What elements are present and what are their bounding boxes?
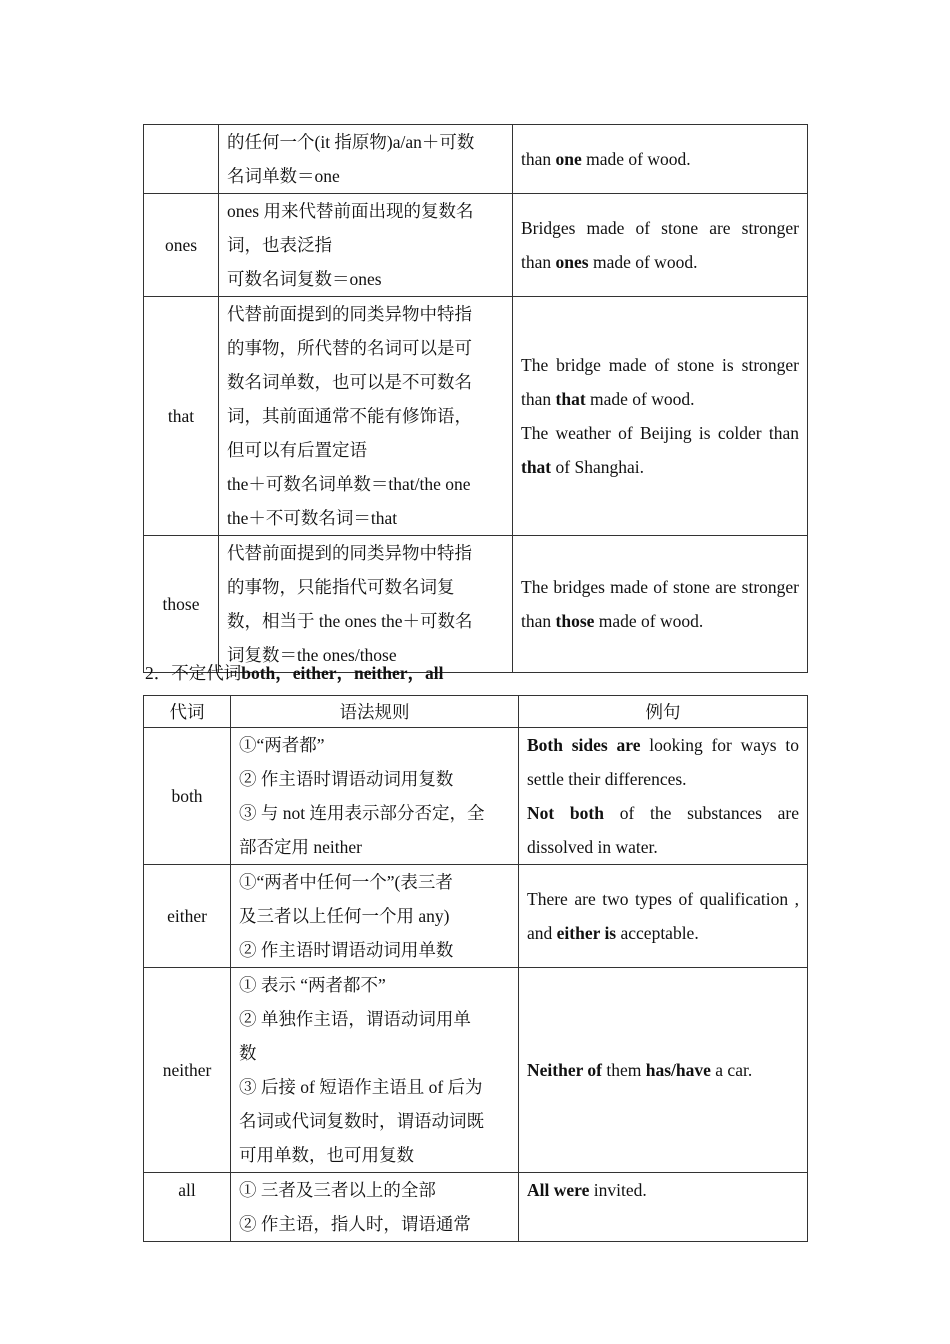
pronoun-cell: all [144, 1173, 231, 1242]
rule-line: 但可以有后置定语 [227, 440, 367, 460]
example-cell [513, 194, 808, 297]
pronoun-cell: both [144, 728, 231, 865]
example-text: made of wood. [588, 252, 698, 272]
example-text: The bridges made of stone are stronger than [521, 577, 799, 631]
rule-cell [219, 194, 513, 297]
pronoun-cell: those [144, 536, 219, 673]
rule-line: 词复数＝the ones/those [227, 645, 397, 665]
example-keyword: Both sides are [527, 735, 641, 755]
rule-line: ② 作主语，指人时，谓语通常 [239, 1214, 471, 1234]
rule-line: ② 单独作主语，谓语动词用单 [239, 1009, 471, 1029]
example-keyword: that [521, 457, 552, 477]
rule-line: ① 三者及三者以上的全部 [239, 1180, 436, 1200]
example-sentence [527, 728, 799, 796]
rule-line: 词，其前面通常不能有修饰语， [227, 406, 472, 426]
example-keyword: Neither of [527, 1060, 602, 1080]
rule-cell [231, 865, 519, 968]
example-sentence [527, 1173, 799, 1207]
example-text: Bridges made of stone are stronger than [521, 218, 799, 272]
rule-line: 代替前面提到的同类异物中特指 [227, 304, 472, 324]
example-text: a car. [710, 1060, 753, 1080]
rule-line: ones 用来代替前面出现的复数名 [227, 201, 474, 221]
example-text: looking for ways to settle their differences. [527, 735, 799, 789]
table-row [144, 125, 808, 194]
table-row [144, 194, 808, 297]
section-title-en: both，either，neither，all [241, 663, 444, 683]
example-keyword: Not both [527, 803, 604, 823]
rule-line: 的事物，所代替的名词可以是可 [227, 338, 472, 358]
rule-cell [231, 1173, 519, 1242]
header-rule: 语法规则 [231, 696, 519, 728]
rule-line: 名词或代词复数时，谓语动词既 [239, 1111, 484, 1131]
example-sentence [521, 142, 799, 176]
example-keyword: ones [555, 252, 589, 272]
section-heading [145, 659, 443, 687]
rule-line: 的事物，只能指代可数名词复 [227, 577, 455, 597]
rule-line: 名词单数＝one [227, 166, 340, 186]
example-text: them [602, 1060, 646, 1080]
example-text: than [521, 149, 556, 169]
header-example: 例句 [519, 696, 808, 728]
header-pronoun: 代词 [144, 696, 231, 728]
example-cell [513, 125, 808, 194]
example-keyword: has/have [645, 1060, 711, 1080]
rule-line: 的任何一个(it 指原物)a/an＋可数 [227, 132, 475, 152]
rule-line: 可用单数，也可用复数 [239, 1145, 414, 1165]
table-row [144, 968, 808, 1173]
header-row [144, 696, 808, 728]
rule-line: the＋不可数名词＝that [227, 508, 398, 528]
example-text: There are two types of qualification , and [527, 889, 799, 943]
rule-line: ① 表示 “两者都不” [239, 975, 386, 995]
example-keyword: those [555, 611, 595, 631]
rule-line: 代替前面提到的同类异物中特指 [227, 543, 472, 563]
rule-line: 部否定用 neither [239, 837, 362, 857]
rule-line: ③ 后接 of 短语作主语且 of 后为 [239, 1077, 483, 1097]
rule-line: ①“两者都” [239, 735, 325, 755]
example-cell [519, 865, 808, 968]
example-cell [519, 728, 808, 865]
rule-line: 数名词单数，也可以是不可数名 [227, 372, 472, 392]
example-text: made of wood. [594, 611, 704, 631]
pronoun-table-2 [143, 695, 808, 1242]
table-row [144, 536, 808, 673]
rule-line: 数 [239, 1043, 257, 1063]
example-text: The bridge made of stone is stronger than [521, 355, 799, 409]
example-keyword: either is [556, 923, 617, 943]
pronoun-cell: neither [144, 968, 231, 1173]
rule-line: the＋可数名词单数＝that/the one [227, 474, 471, 494]
example-cell [513, 536, 808, 673]
example-text: of Shanghai. [551, 457, 644, 477]
example-cell [519, 968, 808, 1173]
rule-line: 及三者以上任何一个用 any) [239, 906, 450, 926]
example-text: made of wood. [585, 389, 695, 409]
pronoun-cell: either [144, 865, 231, 968]
example-text: acceptable. [616, 923, 699, 943]
rule-cell [231, 728, 519, 865]
example-sentence [527, 882, 799, 950]
example-sentence [521, 416, 799, 484]
example-sentence [527, 1053, 799, 1087]
section-title-cn: 不定代词 [171, 663, 242, 683]
rule-cell [219, 125, 513, 194]
pronoun-cell: that [144, 297, 219, 536]
rule-cell [219, 536, 513, 673]
pronoun-table-1 [143, 124, 808, 673]
table-row [144, 728, 808, 865]
rule-cell [231, 968, 519, 1173]
example-keyword: one [555, 149, 582, 169]
rule-line: ② 作主语时谓语动词用单数 [239, 940, 454, 960]
example-keyword: All were [527, 1180, 590, 1200]
example-text: invited. [589, 1180, 647, 1200]
example-cell [513, 297, 808, 536]
pronoun-cell: ones [144, 194, 219, 297]
table-row [144, 865, 808, 968]
rule-line: ② 作主语时谓语动词用复数 [239, 769, 454, 789]
example-text: The weather of Beijing is colder than [521, 423, 799, 443]
example-sentence [521, 570, 799, 638]
rule-cell [219, 297, 513, 536]
example-cell [519, 1173, 808, 1242]
table-row [144, 1173, 808, 1242]
example-text: made of wood. [581, 149, 691, 169]
rule-line: 可数名词复数＝ones [227, 269, 382, 289]
example-text: of the substances are dissolved in water. [527, 803, 799, 857]
section-number: 2． [145, 663, 172, 683]
rule-line: 数，相当于 the ones the＋可数名 [227, 611, 473, 631]
rule-line: 词，也表泛指 [227, 235, 332, 255]
pronoun-cell [144, 125, 219, 194]
rule-line: ③ 与 not 连用表示部分否定，全 [239, 803, 485, 823]
example-sentence [521, 348, 799, 416]
table-row [144, 297, 808, 536]
example-sentence [527, 796, 799, 864]
rule-line: ①“两者中任何一个”(表三者 [239, 872, 453, 892]
example-keyword: that [555, 389, 586, 409]
example-sentence [521, 211, 799, 279]
